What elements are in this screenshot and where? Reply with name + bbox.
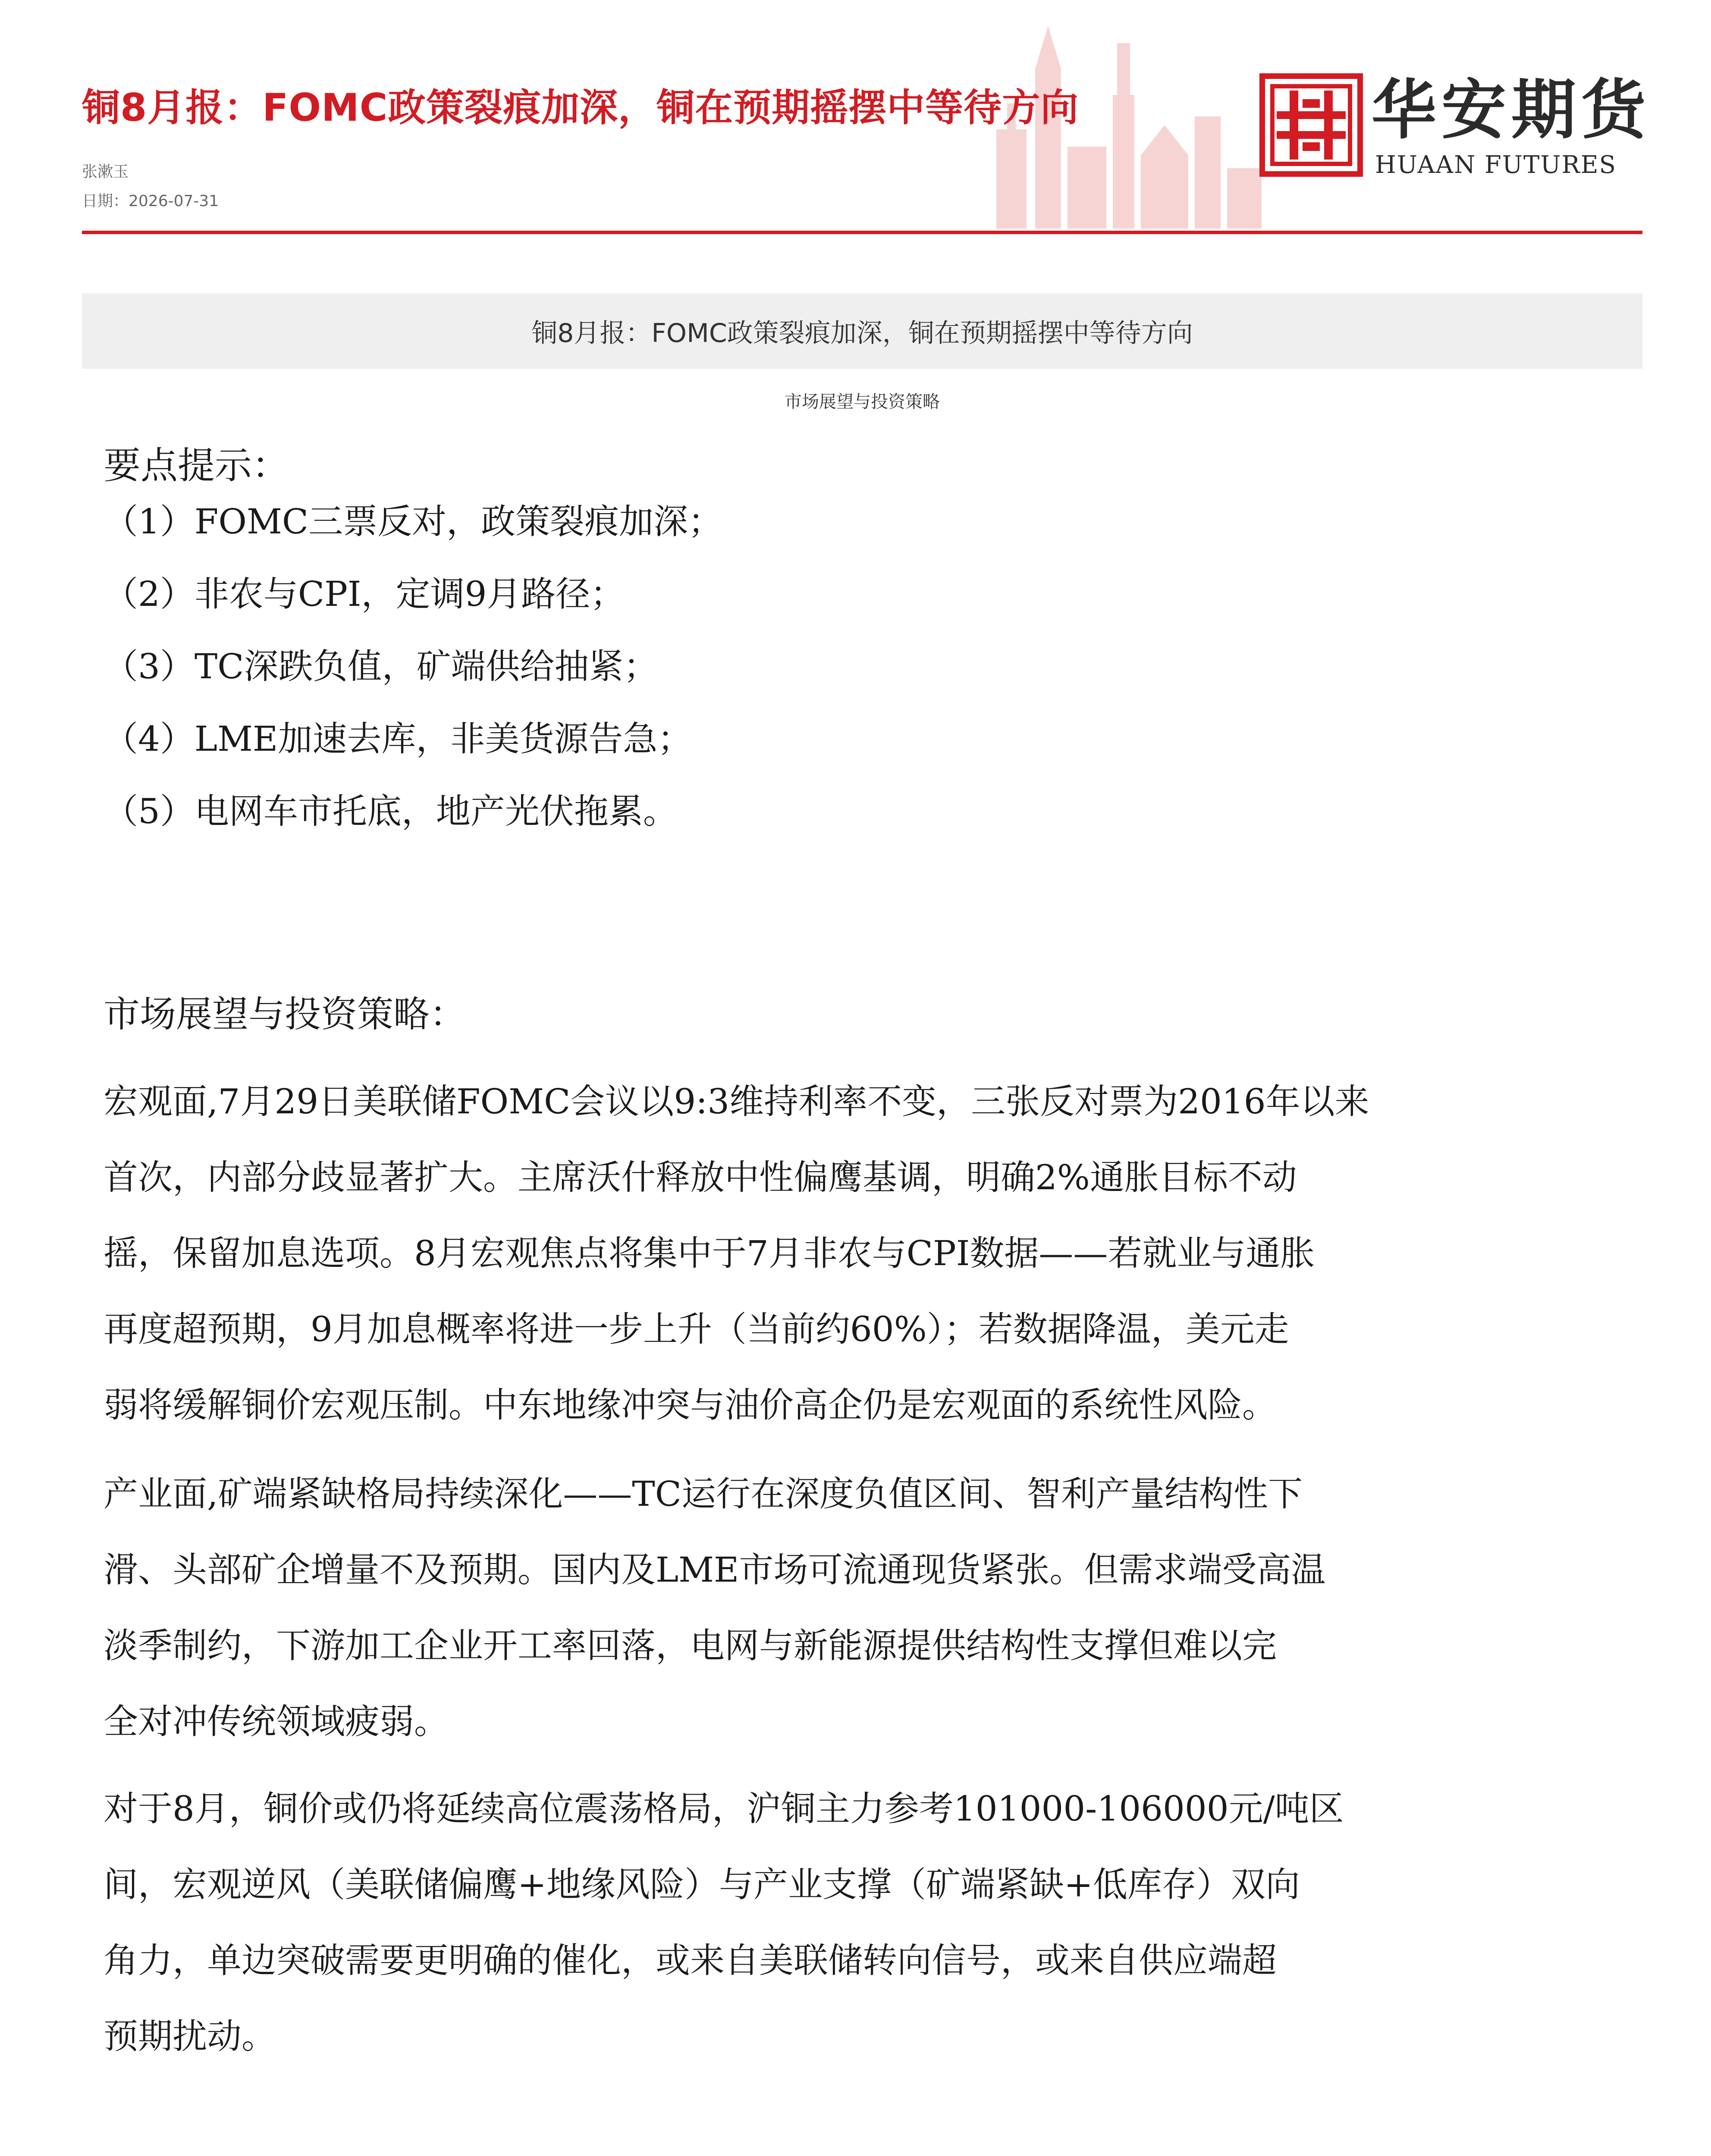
text-line: 首次，内部分歧显著扩大。主席沃什释放中性偏鹰基调，明确2%通胀目标不动 — [104, 1157, 1297, 1197]
list-item: （4）LME加速去库，非美货源告急； — [104, 719, 692, 759]
strategy-heading: 市场展望与投资策略： — [104, 993, 466, 1035]
huaan-logo — [1259, 73, 1656, 185]
text-line: 预期扰动。 — [104, 2016, 276, 2056]
list-item: （1）FOMC三票反对，政策裂痕加深； — [104, 501, 723, 542]
text-line: 摇，保留加息选项。8月宏观焦点将集中于7月非农与CPI数据——若就业与通胀 — [104, 1233, 1315, 1273]
industry-paragraph — [104, 1473, 1613, 1776]
text-line: 滑、头部矿企增量不及预期。国内及LME市场可流通现货紧张。但需求端受高温 — [104, 1550, 1326, 1590]
text-line: 宏观面,7月29日美联储FOMC会议以9:3维持利率不变，三张反对票为2016年以来 — [104, 1081, 1369, 1122]
huaan-seal-icon — [1259, 73, 1363, 177]
outlook-paragraph — [104, 1787, 1613, 2091]
list-item: （5）电网车市托底，地产光伏拖累。 — [104, 791, 678, 831]
list-item: （2）非农与CPI，定调9月路径； — [104, 574, 625, 614]
list-item: （3）TC深跌负值，矿端供给抽紧； — [104, 646, 658, 686]
text-line: 间，宏观逆风（美联储偏鹰+地缘风险）与产业支撑（矿端紧缺+低库存）双向 — [104, 1865, 1300, 1905]
key-points-heading: 要点提示： — [104, 444, 289, 487]
text-line: 对于8月，铜价或仍将延续高位震荡格局，沪铜主力参考101000-106000元/吨区 — [104, 1789, 1344, 1829]
logo-name-cn: 华安期货 — [1372, 72, 1651, 148]
report-title: 铜8月报：FOMC政策裂痕加深，铜在预期摇摆中等待方向 — [82, 85, 1079, 130]
section-label: 市场展望与投资策略 — [785, 392, 940, 412]
text-line: 淡季制约，下游加工企业开工率回落，电网与新能源提供结构性支撑但难以完 — [104, 1626, 1277, 1666]
title-banner — [82, 293, 1642, 369]
report-header — [0, 0, 1711, 241]
report-date: 日期：2026-07-31 — [82, 192, 219, 210]
author-name: 张漱玉 — [82, 163, 129, 181]
text-line: 全对冲传统领域疲弱。 — [104, 1702, 449, 1742]
logo-name-en: HUAAN FUTURES — [1375, 151, 1617, 179]
macro-paragraph — [104, 1080, 1613, 1460]
text-line: 弱将缓解铜价宏观压制。中东地缘冲突与油价高企仍是宏观面的系统性风险。 — [104, 1385, 1277, 1425]
banner-title: 铜8月报：FOMC政策裂痕加深，铜在预期摇摆中等待方向 — [531, 318, 1193, 348]
header-divider — [82, 231, 1642, 234]
key-points-list — [104, 500, 722, 862]
text-line: 角力，单边突破需要更明确的催化，或来自美联储转向信号，或来自供应端超 — [104, 1940, 1277, 1981]
text-line: 产业面,矿端紧缺格局持续深化——TC运行在深度负值区间、智利产量结构性下 — [104, 1474, 1303, 1514]
text-line: 再度超预期，9月加息概率将进一步上升（当前约60%）；若数据降温，美元走 — [104, 1309, 1289, 1349]
